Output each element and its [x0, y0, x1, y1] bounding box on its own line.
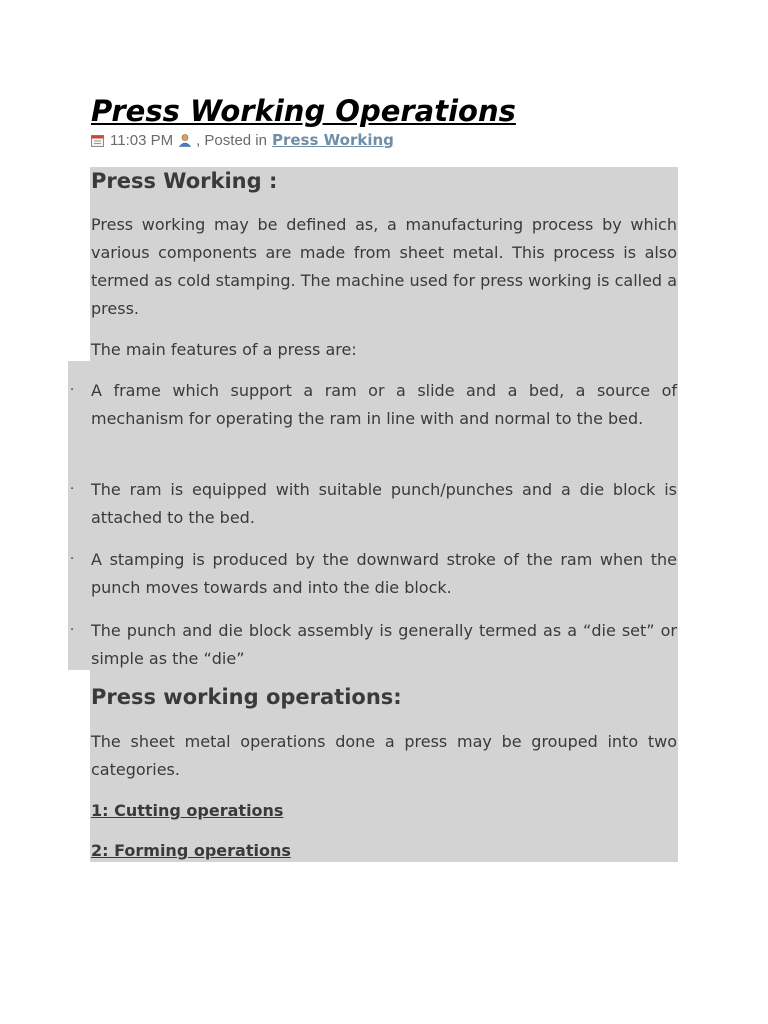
list-item-text: The punch and die block assembly is generally termed as a “die set” or simple as the “die” — [91, 621, 677, 668]
bullet-icon: · — [70, 482, 75, 497]
cutting-operations-row — [91, 797, 677, 825]
calendar-icon — [91, 134, 104, 147]
bullet-icon: · — [70, 552, 75, 567]
user-icon — [178, 133, 192, 147]
list-item-text: A frame which support a ram or a slide and a bed, a source of mechanism for operating the ram in line with and normal to the bed. — [91, 381, 677, 428]
bullet-icon: · — [70, 623, 75, 638]
list-item — [70, 546, 677, 602]
post-meta — [91, 131, 394, 149]
post-title[interactable]: Press Working Operations — [91, 94, 516, 128]
category-link[interactable]: Press Working — [271, 131, 394, 149]
list-item — [70, 377, 677, 433]
forming-operations-link[interactable]: 2: Forming operations — [91, 841, 291, 860]
section-heading-operations: Press working operations: — [91, 685, 402, 709]
intro-paragraph: Press working may be defined as, a manufacturing process by which various components are made from sheet metal. This process is also termed as cold stamping. The machine used for press working is called a press. — [91, 215, 677, 318]
list-item — [70, 617, 677, 673]
posted-in-label: , Posted in — [196, 131, 267, 149]
features-intro: The main features of a press are: — [91, 340, 357, 359]
bullet-icon: · — [70, 383, 75, 398]
post-time: 11:03 PM — [110, 131, 174, 149]
forming-operations-row — [91, 837, 677, 865]
list-item — [70, 476, 677, 532]
list-item-text: A stamping is produced by the downward stroke of the ram when the punch moves towards and into the die block. — [91, 550, 677, 597]
operations-intro: The sheet metal operations done a press may be grouped into two categories. — [91, 732, 677, 779]
list-item-text: The ram is equipped with suitable punch/punches and a die block is attached to the bed. — [91, 480, 677, 527]
section-heading-press-working: Press Working : — [91, 169, 278, 193]
cutting-operations-link[interactable]: 1: Cutting operations — [91, 801, 284, 820]
